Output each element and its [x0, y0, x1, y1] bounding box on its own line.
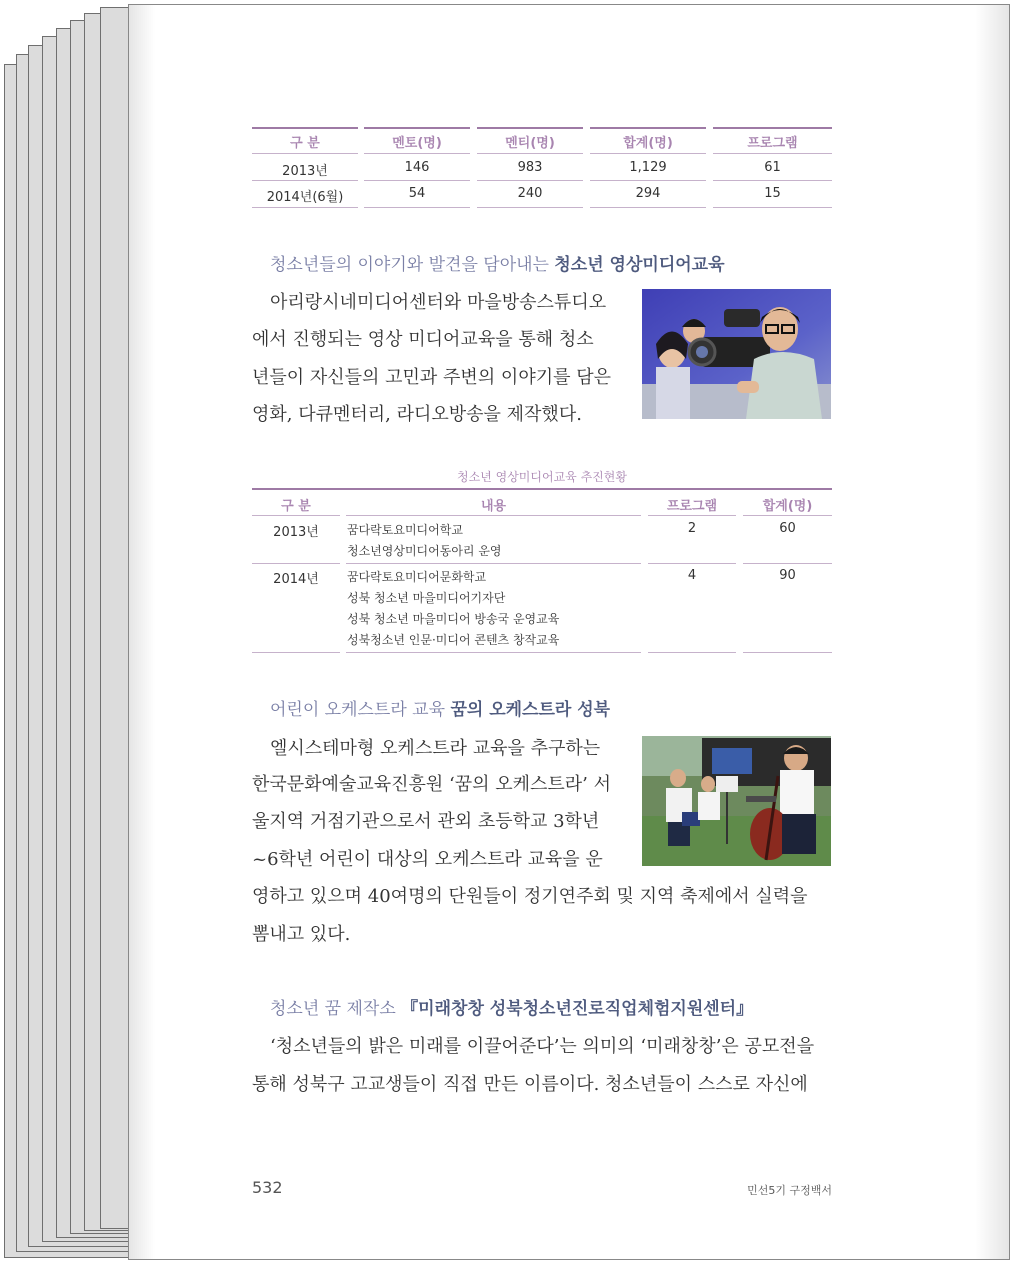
table-header-cell: 프로그램 — [747, 136, 798, 151]
table-header-cell: 합계(명) — [762, 499, 813, 514]
section-title-orchestra: 어린이 오케스트라 교육 꿈의 오케스트라 성북 — [270, 700, 611, 720]
table-cell: 4 — [687, 568, 697, 583]
table-cell: 성북청소년 인문·미디어 콘텐츠 창작교육 — [347, 633, 560, 647]
paragraph-line: 한국문화예술교육진흥원 ‘꿈의 오케스트라’ 서 — [252, 774, 611, 795]
paragraph-line: 영화, 다큐멘터리, 라디오방송을 제작했다. — [252, 404, 582, 425]
paragraph-line: 에서 진행되는 영상 미디어교육을 통해 청소 — [252, 329, 594, 350]
table-cell: 90 — [779, 568, 796, 583]
page-number: 532 — [252, 1178, 283, 1197]
paragraph-line: 울지역 거점기관으로서 관외 초등학교 3학년 — [252, 811, 600, 832]
table-header-cell: 구 분 — [290, 136, 320, 151]
book-title: 민선5기 구정백서 — [747, 1184, 832, 1197]
table-cell: 60 — [779, 521, 796, 536]
table-cell: 성북 청소년 마을미디어 방송국 운영교육 — [347, 612, 560, 626]
paragraph-line: 뽐내고 있다. — [252, 924, 351, 945]
table-caption: 청소년 영상미디어교육 추진현황 — [457, 470, 627, 484]
section-title-career-center: 청소년 꿈 제작소 『미래창창 성북청소년진로직업체험지원센터』 — [270, 999, 754, 1019]
table-header-cell: 합계(명) — [623, 136, 673, 151]
paragraph-line: 아리랑시네미디어센터와 마을방송스튜디오 — [270, 292, 607, 313]
table-cell: 2013년 — [273, 525, 319, 540]
table-header-cell: 멘티(명) — [505, 136, 555, 151]
paragraph-line: ‘청소년들의 밝은 미래를 이끌어준다’는 의미의 ‘미래창창’은 공모전을 — [270, 1036, 815, 1057]
paragraph-line: 년들이 자신들의 고민과 주변의 이야기를 담은 — [252, 367, 611, 388]
table-cell: 54 — [408, 186, 426, 201]
table-cell: 1,129 — [629, 160, 667, 175]
table-cell: 꿈다락토요미디어문화학교 — [347, 570, 487, 584]
table-cell: 성북 청소년 마을미디어기자단 — [347, 591, 506, 605]
table-cell: 983 — [517, 160, 543, 175]
section-title-media-education: 청소년들의 이야기와 발견을 담아내는 청소년 영상미디어교육 — [270, 255, 725, 275]
table-cell: 꿈다락토요미디어학교 — [347, 523, 463, 537]
paragraph-line: 영하고 있으며 40여명의 단원들이 정기연주회 및 지역 축제에서 실력을 — [252, 886, 808, 907]
table-cell: 146 — [404, 160, 430, 175]
media-education-photo — [642, 289, 831, 419]
table-header-cell: 멘토(명) — [392, 136, 442, 151]
table-cell: 2014년 — [273, 572, 319, 587]
table-cell: 294 — [635, 186, 661, 201]
paragraph-line: 통해 성북구 고교생들이 직접 만든 이름이다. 청소년들이 스스로 자신에 — [252, 1074, 808, 1095]
orchestra-photo — [642, 736, 831, 866]
paragraph-line: ~6학년 어린이 대상의 오케스트라 교육을 운 — [252, 849, 603, 870]
paragraph-line: 엘시스테마형 오케스트라 교육을 추구하는 — [270, 738, 601, 759]
table-cell: 15 — [764, 186, 781, 201]
table-cell: 240 — [517, 186, 543, 201]
table-header-cell: 프로그램 — [666, 499, 718, 514]
table-header-cell: 내용 — [480, 499, 507, 514]
table-cell: 2013년 — [282, 164, 328, 179]
table-cell: 61 — [764, 160, 781, 175]
table-cell: 2014년(6월) — [266, 190, 344, 205]
table-header-cell: 구 분 — [281, 499, 311, 514]
table-cell: 2 — [687, 521, 697, 536]
table-cell: 청소년영상미디어동아리 운영 — [347, 544, 502, 558]
